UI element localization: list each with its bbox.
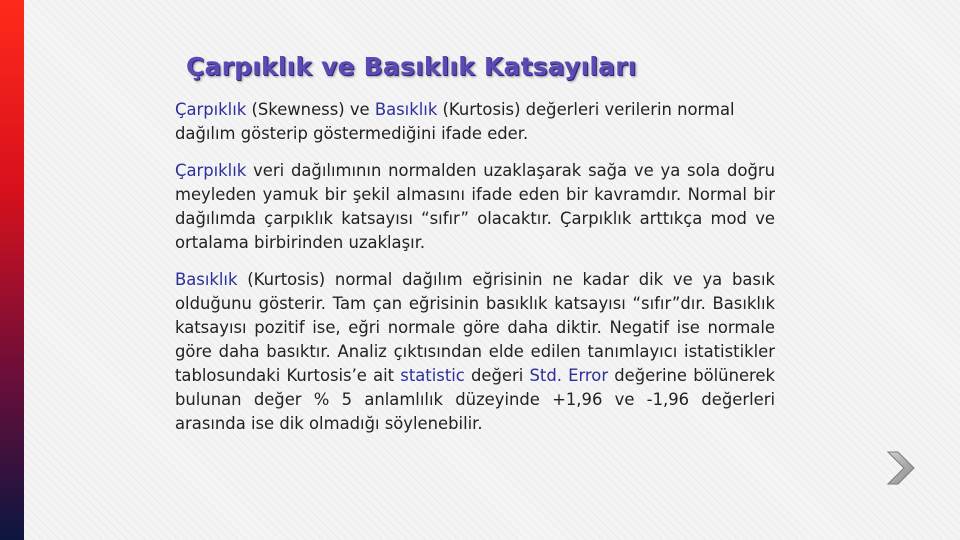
slide-body xyxy=(175,98,775,449)
text-span: değerine bölünerek bulunan değer % 5 anlamlılık düzeyinde +1,96 ve -1,96 değerleri arasında ise dik olmadığı söylenebilir. xyxy=(175,366,775,433)
side-accent-bar xyxy=(0,0,24,540)
paragraph-skew-kurtosis-intro xyxy=(175,98,775,146)
text-span: (Kurtosis) değerleri verilerin normal dağılım gösterip göstermediğini ifade eder. xyxy=(175,100,735,143)
term-statistic: statistic xyxy=(400,366,465,385)
text-span: değeri xyxy=(464,366,530,385)
term-skewness: Çarpıklık xyxy=(175,161,247,180)
slide-title: Çarpıklık ve Basıklık Katsayıları xyxy=(186,52,637,81)
paragraph-skewness xyxy=(175,159,775,255)
text-span: veri dağılımının normalden uzaklaşarak sağa ve ya sola doğru meyleden yamuk bir şekil almasını ifade eden bir kavramdır. Normal bir dağılımda çarpıklık katsayısı “sıfır” olacaktır. Çarpıklık arttıkça mod ve ortalama birbirinden uzaklaşır. xyxy=(175,161,775,252)
text-span: (Kurtosis) normal dağılım eğrisinin ne kadar dik ve ya basık olduğunu gösterir. Tam çan eğrisinin basıklık katsayısı “sıfır”dır. Basıklık katsayısı pozitif ise, eğri normale göre daha diktir. Negatif ise normale göre daha basıktır. Analiz çıktısından elde edilen tanımlayıcı istatistikler tablosundaki Kurtosis’e ait xyxy=(175,270,775,385)
term-kurtosis: Basıklık xyxy=(175,270,238,289)
chevron-right-icon[interactable] xyxy=(884,450,918,486)
text-span: (Skewness) ve xyxy=(246,100,375,119)
term-kurtosis: Basıklık xyxy=(374,100,438,119)
term-std-error: Std. Error xyxy=(529,366,609,385)
term-skewness: Çarpıklık xyxy=(175,100,247,119)
paragraph-kurtosis xyxy=(175,268,775,436)
